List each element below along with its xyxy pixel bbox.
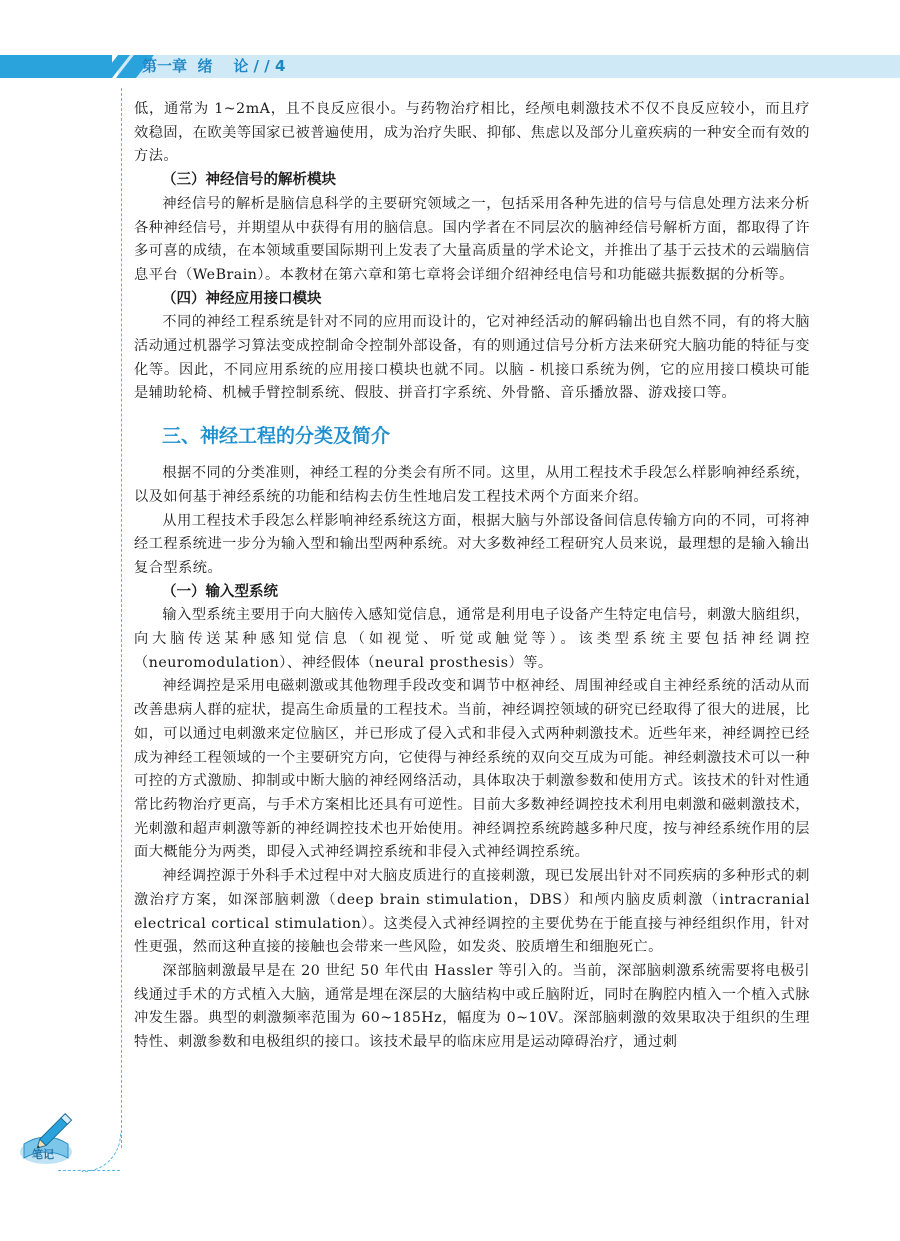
header-band bbox=[0, 55, 112, 78]
paragraph: 输入型系统主要用于向大脑传入感知觉信息，通常是利用电子设备产生特定电信号，刺激大脑组织，向大脑传送某种感知觉信息（如视觉、听觉或触觉等）。该类型系统主要包括神经调控（neuromodulation）、神经假体（neural prosthesis）等。 bbox=[134, 607, 810, 671]
paragraph: 根据不同的分类准则，神经工程的分类会有所不同。这里，从用工程技术手段怎么样影响神经系统，以及如何基于神经系统的功能和结构去仿生性地启发工程技术两个方面来介绍。 bbox=[134, 465, 810, 505]
notebook-pencil-icon bbox=[16, 1100, 86, 1170]
paragraph: 不同的神经工程系统是针对不同的应用而设计的，它对神经活动的解码输出也自然不同，有的将大脑活动通过机器学习算法变成控制命令控制外部设备，有的则通过信号分析方法来研究大脑功能的特征与变化等。因此，不同应用系统的应用接口模块也就不同。以脑 - 机接口系统为例，它的应用接口模块可能是辅助轮椅、机械手臂控制系统、假肢、拼音打字系统、外骨骼、音乐播放器、游戏接口等。 bbox=[134, 314, 810, 402]
paragraph: 神经信号的解析是脑信息科学的主要研究领域之一，包括采用各种先进的信号与信息处理方法来分析各种神经信号，并期望从中获得有用的脑信息。国内学者在不同层次的脑神经信号解析方面，都取得了许多可喜的成绩，在本领域重要国际期刊上发表了大量高质量的学术论文，并推出了基于云技术的云端脑信息平台（WeBrain）。本教材在第六章和第七章将会详细介绍神经电信号和功能磁共振数据的分析等。 bbox=[134, 195, 810, 283]
subsection-heading: （三）神经信号的解析模块 bbox=[162, 172, 336, 189]
note-label: 笔记 bbox=[32, 1148, 54, 1161]
paragraph: 低，通常为 1~2mA，且不良反应很小。与药物治疗相比，经颅电刺激技术不仅不良反应较小，而且疗效稳固，在欧美等国家已被普遍使用，成为治疗失眠、抑郁、焦虑以及部分儿童疾病的一种安全而有效的方法。 bbox=[134, 101, 810, 165]
paragraph: 深部脑刺激最早是在 20 世纪 50 年代由 Hassler 等引入的。当前，深部脑刺激系统需要将电极引线通过手术的方式植入大脑，通常是埋在深层的大脑结构中或丘脑附近，同时在胸腔内植入一个植入式脉冲发生器。典型的刺激频率范围为 60~185Hz，幅度为 0~10V。深部脑刺激的效果取决于组织的生理特性、刺激参数和电极组织的接口。该技术最早的临床应用是运动障碍治疗，通过刺 bbox=[134, 962, 810, 1051]
page-content bbox=[134, 98, 810, 1055]
subsection-heading: （四）神经应用接口模块 bbox=[162, 290, 322, 307]
running-header: 第一章 绪 论 / / 4 bbox=[142, 57, 286, 75]
paragraph: 神经调控是采用电磁刺激或其他物理手段改变和调节中枢神经、周围神经或自主神经系统的活动从而改善患病人群的症状，提高生命质量的工程技术。当前，神经调控领域的研究已经取得了很大的进展，比如，可以通过电刺激来定位脑区，并已形成了侵入式和非侵入式两种刺激技术。近些年来，神经调控已经成为神经工程领域的一个主要研究方向，它使得与神经系统的双向交互成为可能。神经刺激技术可以一种可控的方式激励、抑制或中断大脑的神经网络活动，具体取决于刺激参数和使用方式。该技术的针对性通常比药物治疗更高，与手术方案相比还具有可逆性。目前大多数神经调控技术利用电刺激和磁刺激技术，光刺激和超声刺激等新的神经调控技术也开始使用。神经调控系统跨越多种尺度，按与神经系统作用的层面大概能分为两类，即侵入式神经调控系统和非侵入式神经调控系统。 bbox=[134, 678, 810, 861]
margin-dashed-curve bbox=[82, 1133, 121, 1172]
margin-dashed-line bbox=[121, 88, 122, 1148]
section-heading: 三、神经工程的分类及简介 bbox=[162, 425, 391, 448]
margin-dashed-line bbox=[58, 1170, 120, 1171]
paragraph: 从用工程技术手段怎么样影响神经系统这方面，根据大脑与外部设备间信息传输方向的不同，可将神经工程系统进一步分为输入型和输出型两种系统。对大多数神经工程研究人员来说，最理想的是输入输出复合型系统。 bbox=[134, 512, 810, 576]
subsection-heading: （一）输入型系统 bbox=[162, 583, 278, 600]
paragraph: 神经调控源于外科手术过程中对大脑皮质进行的直接刺激，现已发展出针对不同疾病的多种形式的刺激治疗方案，如深部脑刺激（deep brain stimulation，DBS）和颅内脑皮质刺激（intracranial electrical cortical stimulation）。这类侵入式神经调控的主要优势在于能直接与神经组织作用，针对性更强，然而这种直接的接触也会带来一些风险，如发炎、胶质增生和细胞死亡。 bbox=[134, 868, 810, 956]
